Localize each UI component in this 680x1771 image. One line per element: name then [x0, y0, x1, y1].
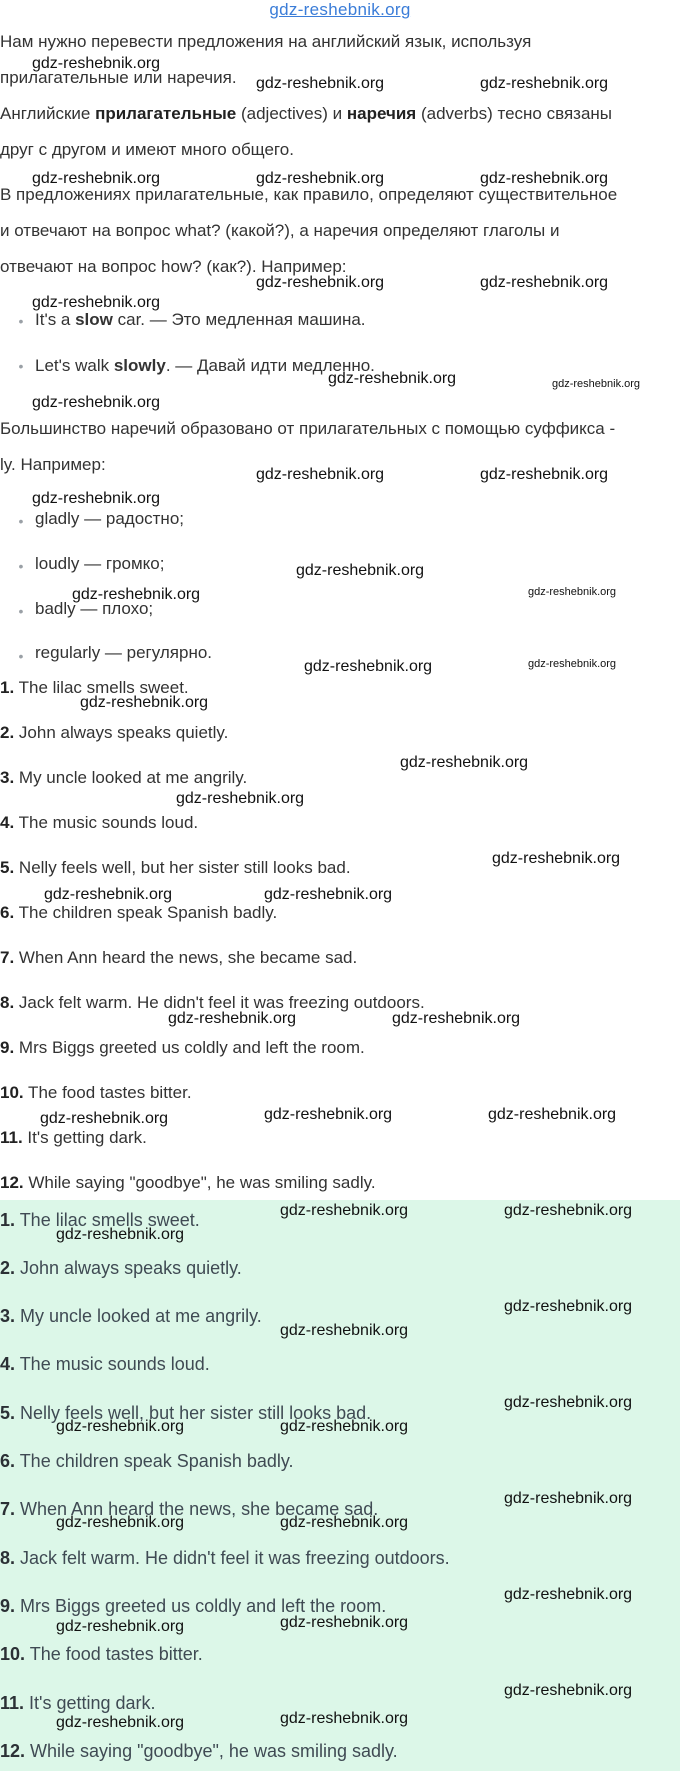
answer-line: 4. The music sounds loud. [0, 813, 199, 832]
watermark: gdz-reshebnik.org [400, 754, 529, 771]
answer-box-line: 7. When Ann heard the news, she became sad. [0, 1499, 379, 1519]
watermark: gdz-reshebnik.org [480, 274, 609, 291]
watermark: gdz-reshebnik.org [480, 170, 609, 187]
watermark: gdz-reshebnik.org [328, 370, 457, 387]
watermark: gdz-reshebnik.org [80, 694, 209, 711]
answer-line: 3. My uncle looked at me angrily. [0, 768, 248, 787]
watermark: gdz-reshebnik.org [504, 1298, 633, 1315]
watermark: gdz-reshebnik.org [56, 1714, 185, 1731]
suffix-line-2: ly. Например: [0, 455, 106, 474]
suffix-example-item: badly — плохо; [35, 599, 154, 618]
watermark: gdz-reshebnik.org [32, 394, 161, 411]
answer-box-line: 12. While saying "goodbye", he was smiling sadly. [0, 1741, 398, 1761]
watermark: gdz-reshebnik.org [528, 658, 617, 670]
answer-line: 6. The children speak Spanish badly. [0, 903, 278, 922]
answer-line: 9. Mrs Biggs greeted us coldly and left the room. [0, 1038, 365, 1057]
bullet-icon: • [18, 648, 24, 664]
watermark: gdz-reshebnik.org [280, 1322, 409, 1339]
watermark: gdz-reshebnik.org [256, 274, 385, 291]
example-item: It's a slow car. — Это медленная машина. [35, 310, 366, 329]
bullet-icon: • [18, 603, 24, 619]
example-item: Let's walk slowly. — Давай идти медленно. [35, 356, 375, 375]
suffix-example-item: loudly — громко; [35, 554, 165, 573]
watermark: gdz-reshebnik.org [504, 1202, 633, 1219]
watermark: gdz-reshebnik.org [40, 1110, 169, 1127]
suffix-example-item: regularly — регулярно. [35, 643, 213, 662]
watermark: gdz-reshebnik.org [480, 75, 609, 92]
site-link[interactable]: gdz-reshebnik.org [269, 0, 411, 19]
watermark: gdz-reshebnik.org [296, 562, 425, 579]
intro-line-2: прилагательные или наречия. [0, 68, 237, 87]
intro-line-5: В предложениях прилагательные, как правило, определяют существительное [0, 185, 618, 204]
watermark: gdz-reshebnik.org [56, 1418, 185, 1435]
watermark: gdz-reshebnik.org [504, 1682, 633, 1699]
answer-line: 10. The food tastes bitter. [0, 1083, 192, 1102]
answer-box-line: 10. The food tastes bitter. [0, 1644, 203, 1664]
watermark: gdz-reshebnik.org [280, 1614, 409, 1631]
answer-line: 7. When Ann heard the news, she became sad. [0, 948, 358, 967]
intro-line-7: отвечают на вопрос how? (как?). Например: [0, 257, 347, 276]
watermark: gdz-reshebnik.org [280, 1514, 409, 1531]
watermark: gdz-reshebnik.org [256, 75, 385, 92]
answer-box-line: 2. John always speaks quietly. [0, 1258, 242, 1278]
answer-box-line: 8. Jack felt warm. He didn't feel it was freezing outdoors. [0, 1548, 450, 1568]
bullet-icon: • [18, 513, 24, 529]
answer-box-line: 11. It's getting dark. [0, 1693, 156, 1713]
suffix-example-item: gladly — радостно; [35, 509, 184, 528]
watermark: gdz-reshebnik.org [504, 1394, 633, 1411]
watermark: gdz-reshebnik.org [176, 790, 305, 807]
answer-box-line: 6. The children speak Spanish badly. [0, 1451, 294, 1471]
watermark: gdz-reshebnik.org [56, 1618, 185, 1635]
bullet-icon: • [18, 313, 24, 329]
watermark: gdz-reshebnik.org [168, 1010, 297, 1027]
watermark: gdz-reshebnik.org [56, 1226, 185, 1243]
answer-line: 5. Nelly feels well, but her sister still looks bad. [0, 858, 351, 877]
watermark: gdz-reshebnik.org [492, 850, 621, 867]
watermark: gdz-reshebnik.org [32, 170, 161, 187]
watermark: gdz-reshebnik.org [304, 658, 433, 675]
intro-line-4: друг с другом и имеют много общего. [0, 140, 294, 159]
intro-line-6: и отвечают на вопрос what? (какой?), а наречия определяют глаголы и [0, 221, 560, 240]
answer-line: 1. The lilac smells sweet. [0, 678, 189, 697]
answer-box-line: 9. Mrs Biggs greeted us coldly and left the room. [0, 1596, 387, 1616]
answer-box-line: 1. The lilac smells sweet. [0, 1210, 200, 1230]
watermark: gdz-reshebnik.org [264, 886, 393, 903]
watermark: gdz-reshebnik.org [44, 886, 173, 903]
watermark: gdz-reshebnik.org [256, 170, 385, 187]
watermark: gdz-reshebnik.org [280, 1710, 409, 1727]
watermark: gdz-reshebnik.org [280, 1202, 409, 1219]
answer-line: 11. It's getting dark. [0, 1128, 147, 1147]
suffix-line-1: Большинство наречий образовано от прилагательных с помощью суффикса - [0, 419, 616, 438]
answer-box-line: 5. Nelly feels well, but her sister still looks bad. [0, 1403, 372, 1423]
watermark: gdz-reshebnik.org [392, 1010, 521, 1027]
watermark: gdz-reshebnik.org [72, 586, 201, 603]
answer-line: 12. While saying "goodbye", he was smiling sadly. [0, 1173, 376, 1192]
watermark: gdz-reshebnik.org [504, 1586, 633, 1603]
watermark: gdz-reshebnik.org [552, 378, 641, 390]
bullet-icon: • [18, 558, 24, 574]
intro-line-3: Английские прилагательные (adjectives) и наречия (adverbs) тесно связаны [0, 104, 612, 123]
watermark: gdz-reshebnik.org [280, 1418, 409, 1435]
bullet-icon: • [18, 358, 24, 374]
watermark: gdz-reshebnik.org [32, 294, 161, 311]
watermark: gdz-reshebnik.org [56, 1514, 185, 1531]
watermark: gdz-reshebnik.org [488, 1106, 617, 1123]
answer-line: 2. John always speaks quietly. [0, 723, 229, 742]
watermark: gdz-reshebnik.org [32, 55, 161, 72]
watermark: gdz-reshebnik.org [528, 586, 617, 598]
watermark: gdz-reshebnik.org [480, 466, 609, 483]
intro-line-1: Нам нужно перевести предложения на английский язык, используя [0, 32, 532, 51]
watermark: gdz-reshebnik.org [504, 1490, 633, 1507]
answer-box-line: 3. My uncle looked at me angrily. [0, 1306, 262, 1326]
answer-box-line: 4. The music sounds loud. [0, 1354, 210, 1374]
watermark: gdz-reshebnik.org [32, 490, 161, 507]
watermark: gdz-reshebnik.org [264, 1106, 393, 1123]
watermark: gdz-reshebnik.org [256, 466, 385, 483]
answer-line: 8. Jack felt warm. He didn't feel it was freezing outdoors. [0, 993, 425, 1012]
